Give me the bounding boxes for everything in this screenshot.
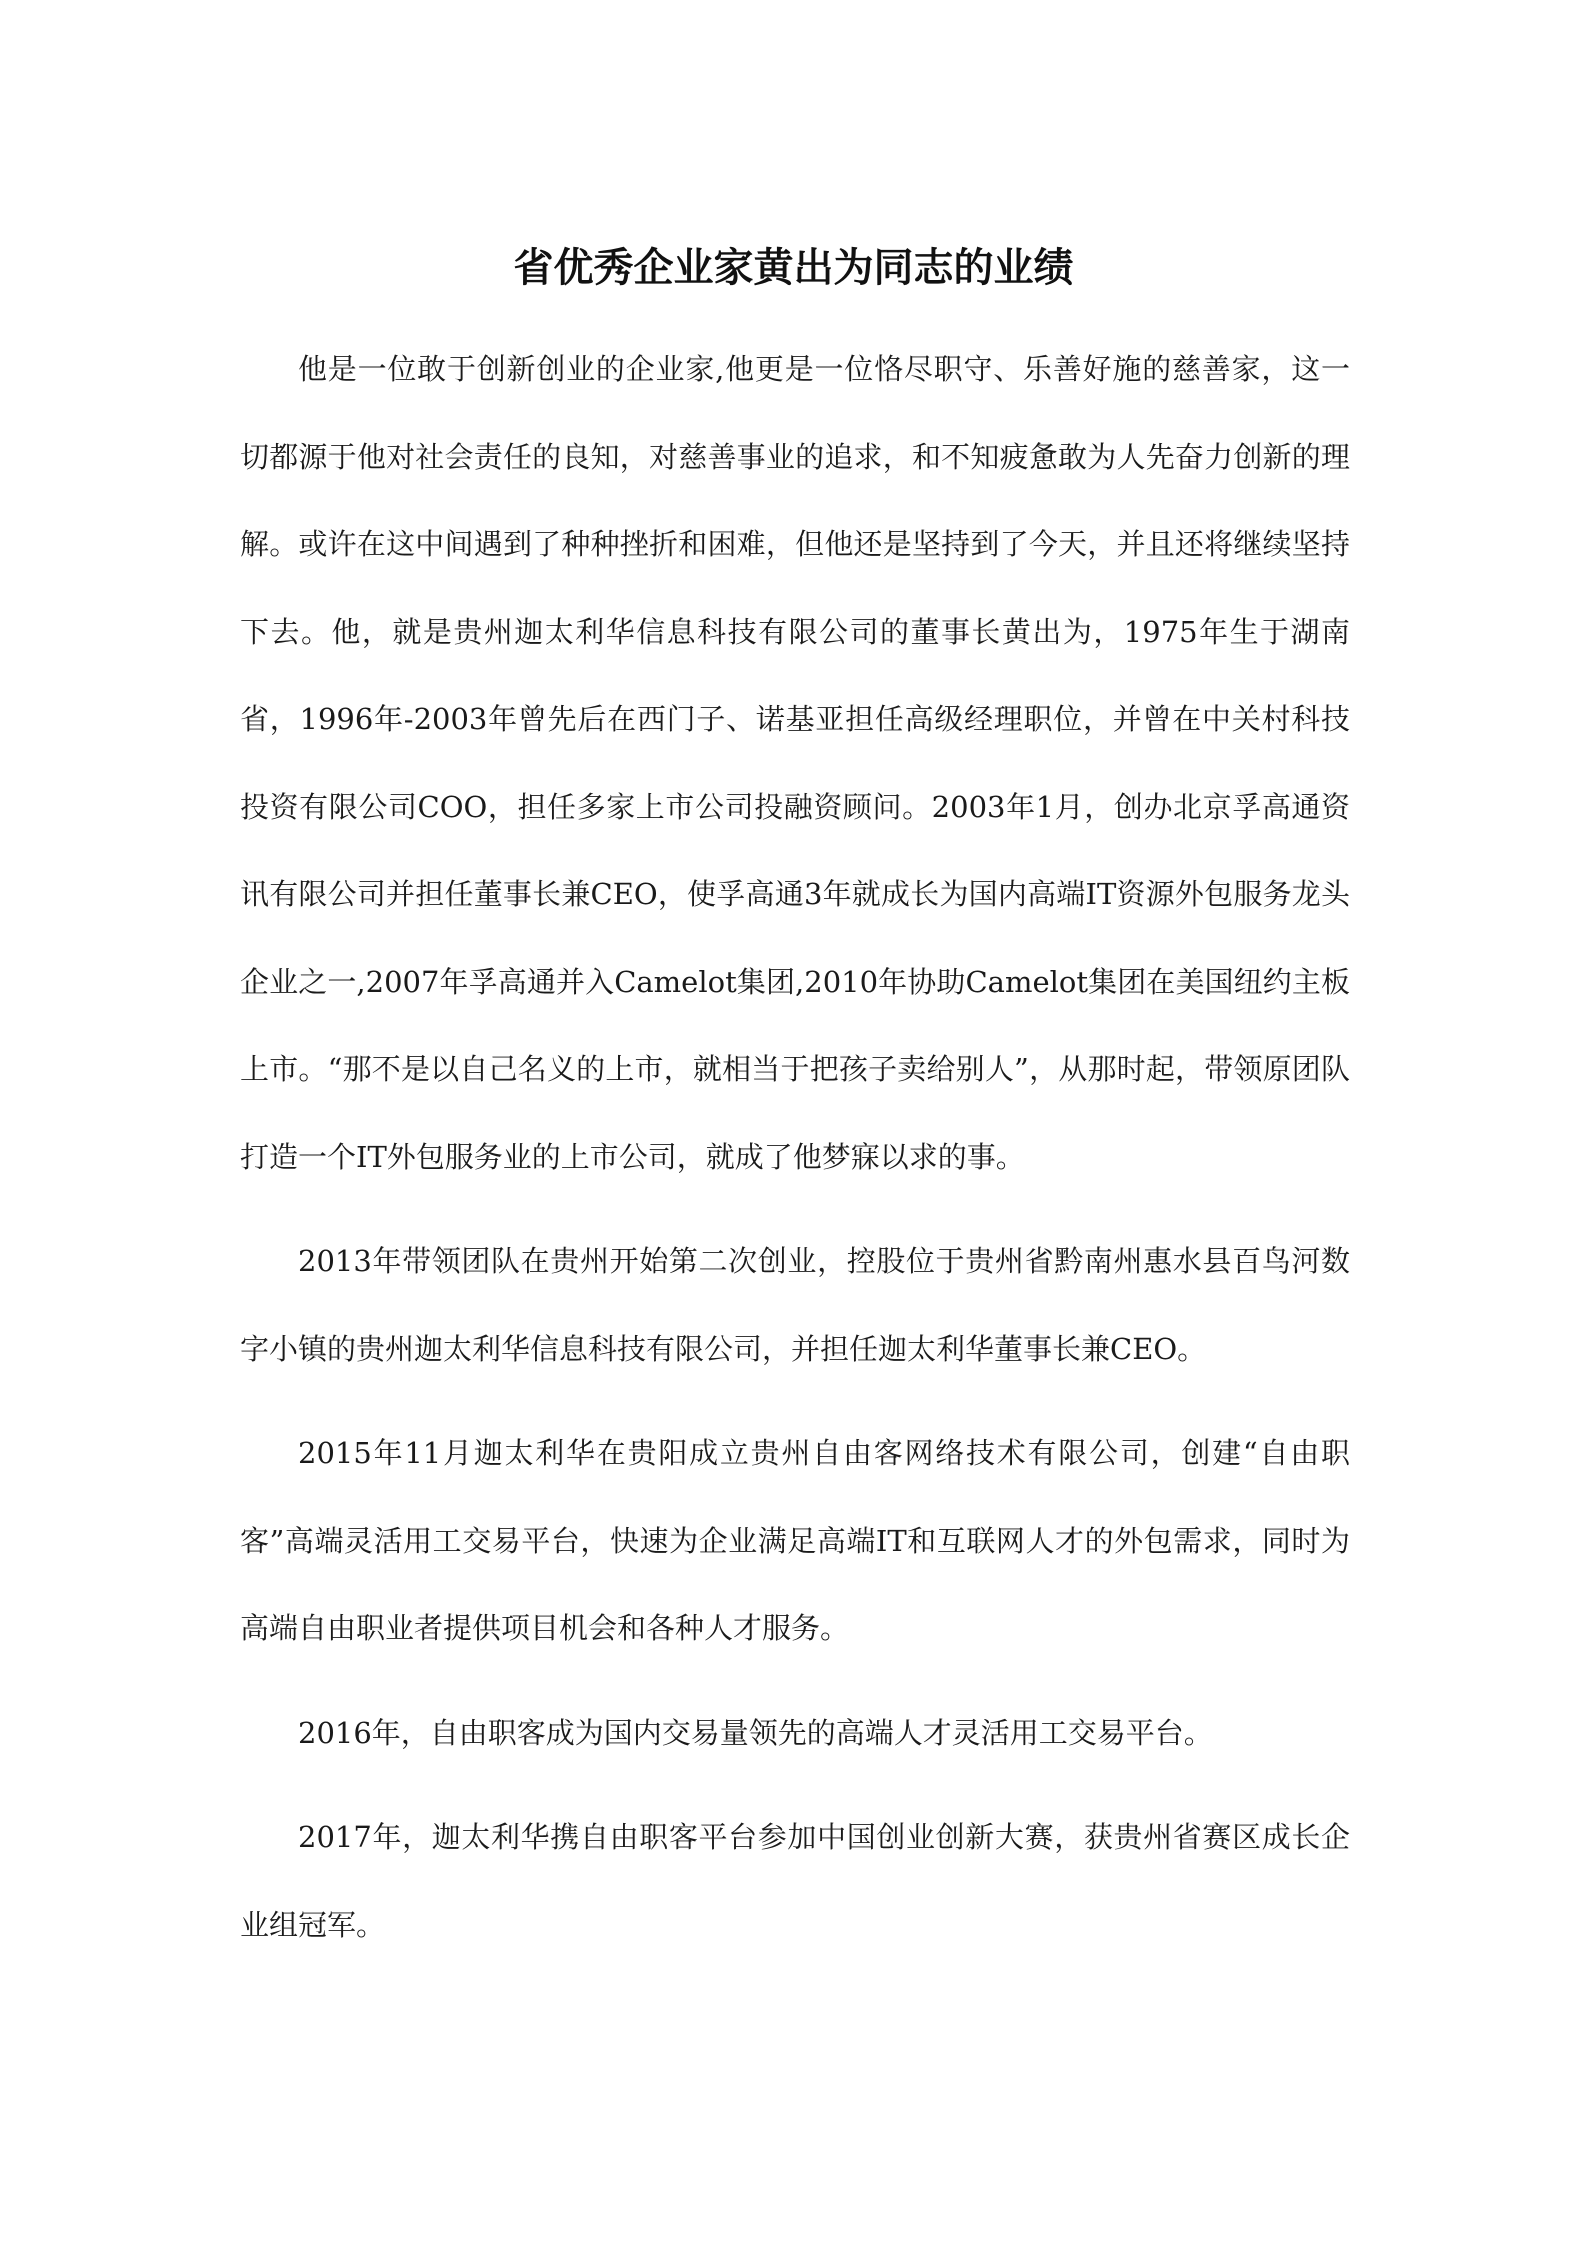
paragraph-2013: 2013年带领团队在贵州开始第二次创业，控股位于贵州省黔南州惠水县百鸟河数字小镇的贵州迦太利华信息科技有限公司，并担任迦太利华董事长兼CEO。: [240, 1244, 1350, 1366]
paragraph-2017: 2017年，迦太利华携自由职客平台参加中国创业创新大赛，获贵州省赛区成长企业组冠军。: [240, 1820, 1350, 1942]
paragraph-2015: 2015年11月迦太利华在贵阳成立贵州自由客网络技术有限公司，创建“自由职客”高端灵活用工交易平台，快速为企业满足高端IT和互联网人才的外包需求，同时为高端自由职业者提供项目机会和各种人才服务。: [240, 1436, 1350, 1645]
paragraph-2016: 2016年，自由职客成为国内交易量领先的高端人才灵活用工交易平台。: [298, 1715, 1213, 1750]
paragraph-biography: 他是一位敢于创新创业的企业家,他更是一位恪尽职守、乐善好施的慈善家，这一切都源于他对社会责任的良知，对慈善事业的追求，和不知疲惫敢为人先奋力创新的理解。或许在这中间遇到了种种挫折和困难，但他还是坚持到了今天，并且还将继续坚持下去。他，就是贵州迦太利华信息科技有限公司的董事长黄出为，1975年生于湖南省，1996年-2003年曾先后在西门子、诺基亚担任高级经理职位，并曾在中关村科技投资有限公司COO，担任多家上市公司投融资顾问。2003年1月，创办北京孚高通资讯有限公司并担任董事长兼CEO，使孚高通3年就成长为国内高端IT资源外包服务龙头企业之一,2007年孚高通并入Camelot集团,2010年协助Camelot集团在美国纽约主板上市。“那不是以自己名义的上市，就相当于把孩子卖给别人”，从那时起，带领原团队打造一个IT外包服务业的上市公司，就成了他梦寐以求的事。: [240, 352, 1350, 1174]
document-body: [240, 326, 1350, 1986]
document-title: 省优秀企业家黄出为同志的业绩: [513, 245, 1074, 291]
